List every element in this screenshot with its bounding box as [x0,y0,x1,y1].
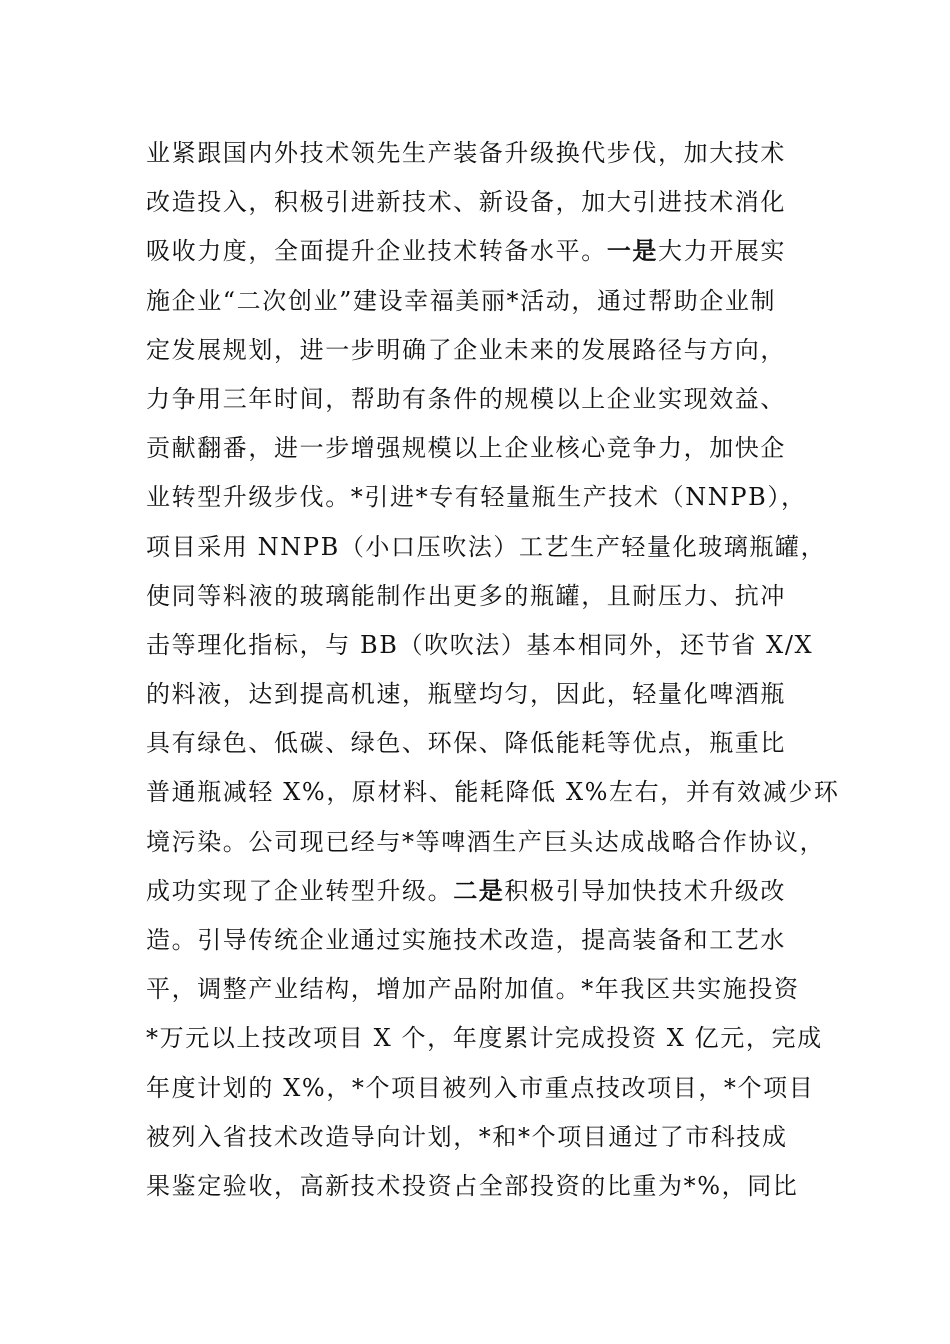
text-span: 平，调整产业结构，增加产品附加值。*年我区共实施投资 [146,975,800,1004]
text-span: 业紧跟国内外技术领先生产装备升级换代步伐，加大技术 [146,139,786,167]
text-span: 积极引导加快技术升级改 [504,876,787,905]
text-line [146,473,836,522]
text-span: 项目采用 NNPB（小口压吹法）工艺生产轻量化玻璃瓶罐， [146,532,827,561]
text-line [146,916,836,965]
text-line [146,670,836,719]
text-span: 业转型升级步伐。*引进*专有轻量瓶生产技术（NNPB）， [146,483,807,512]
text-span: *万元以上技改项目 X 个，年度累计完成投资 X 亿元，完成 [146,1024,823,1053]
text-span: 境污染。公司现已经与*等啤酒生产巨头达成战略合作协议， [146,827,826,856]
text-span: 定发展规划，进一步明确了企业未来的发展路径与方向， [146,335,786,364]
text-span: 力争用三年时间，帮助有条件的规模以上企业实现效益、 [146,384,786,413]
text-line [146,375,836,424]
text-line [146,277,836,326]
text-span: 改造投入，积极引进新技术、新设备，加大引进技术消化 [146,188,786,217]
text-span: 被列入省技术改造导向计划，*和*个项目通过了市科技成 [146,1122,788,1151]
text-span: 果鉴定验收，高新技术投资占全部投资的比重为*%，同比 [146,1171,799,1200]
text-line [146,178,836,227]
text-line [146,1162,836,1211]
text-span: 普通瓶减轻 X%，原材料、能耗降低 X%左右，并有效减少环 [146,778,840,807]
text-line [146,1113,836,1162]
emphasis-label: 二是 [453,876,505,905]
text-line [146,129,836,178]
text-span: 大力开展实 [658,237,787,266]
text-span: 吸收力度，全面提升企业技术转备水平。 [146,237,607,266]
text-span: 施企业“二次创业”建设幸福美丽*活动，通过帮助企业制 [146,286,777,315]
text-span: 具有绿色、低碳、绿色、环保、降低能耗等优点，瓶重比 [146,729,786,758]
text-line [146,1014,836,1063]
text-line [146,326,836,375]
text-span: 贡献翻番，进一步增强规模以上企业核心竞争力，加快企 [146,434,786,463]
text-line [146,719,836,768]
text-line [146,768,840,817]
text-line [146,523,836,572]
text-span: 的料液，达到提高机速，瓶壁均匀，因此，轻量化啤酒瓶 [146,680,786,709]
emphasis-label: 一是 [606,237,659,266]
text-span: 击等理化指标，与 BB（吹吹法）基本相同外，还节省 X/X [146,630,814,659]
text-line [146,621,836,670]
text-span: 成功实现了企业转型升级。 [146,876,454,905]
text-span: 使同等料液的玻璃能制作出更多的瓶罐，且耐压力、抗冲 [146,581,786,610]
text-line [146,572,836,621]
text-line [146,818,836,867]
text-span: 年度计划的 X%，*个项目被列入市重点技改项目，*个项目 [146,1073,815,1102]
text-span: 造。引导传统企业通过实施技术改造，提高装备和工艺水 [146,926,786,954]
body-text [146,129,840,1211]
text-line [146,1064,836,1113]
text-line [146,867,836,916]
text-line [146,424,836,473]
text-line [146,965,836,1014]
text-line [146,227,836,276]
